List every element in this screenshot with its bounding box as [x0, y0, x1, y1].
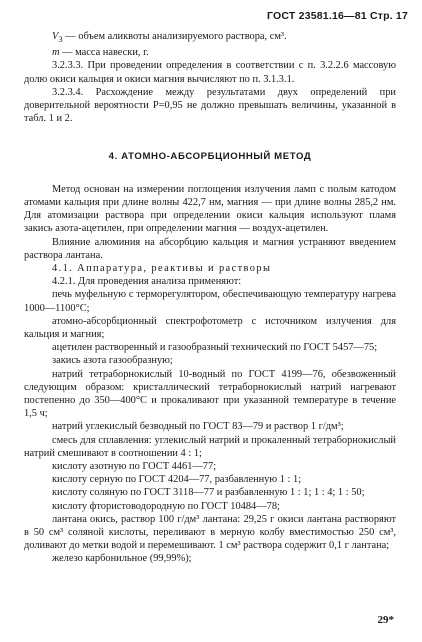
- list-item: натрий тетраборнокислый 10-водный по ГОСТ 4199—76, обезвоженный следующим образом: кристаллический тетраборнокислый натрий нагревают постепенно до 350—400°С и прокаливают при указанной температуре в течение 1,5 ч;: [24, 368, 396, 420]
- list-item: печь муфельную с терморегулятором, обеспечивающую температуру нагрева 1000—1100°С;: [24, 289, 396, 314]
- list-item: кислоту фтористоводородную по ГОСТ 10484—78;: [52, 500, 280, 512]
- list-item: закись азота газообразную;: [52, 355, 173, 367]
- lanthanum-note: Влияние алюминия на абсорбцию кальция и магния устраняют введением раствора лантана.: [24, 236, 396, 261]
- list-item: лантана окись, раствор 100 г/дм³ лантана: 29,25 г окиси лантана растворяют в 50 см³ соляной кислоты, переливают в мерную колбу вместимостью 250 см³, доливают до метки водой и перемешивают. 1 см³ раствора содержит 0,1 г лантана;: [24, 513, 396, 552]
- page-header: ГОСТ 23581.16—81 Стр. 17: [267, 10, 408, 22]
- list-item: кислоту серную по ГОСТ 4204—77, разбавленную 1 : 1;: [52, 474, 302, 486]
- page-number: 29*: [377, 614, 394, 626]
- subsection-heading: 4.1. Аппаратура, реактивы и растворы: [52, 262, 272, 274]
- variable-subscript: 3: [58, 34, 63, 45]
- list-item: железо карбонильное (99,99%);: [52, 553, 192, 565]
- list-item: натрий углекислый безводный по ГОСТ 83—79 и раствор 1 г/дм³;: [52, 421, 344, 433]
- variable-m: m: [52, 47, 60, 59]
- page-content: [24, 30, 396, 566]
- variable-definition-m: [24, 46, 396, 59]
- variable-m-text: — масса навески, г.: [59, 47, 149, 59]
- variable-v: V: [52, 31, 59, 42]
- paragraph-4-2-1: 4.2.1. Для проведения анализа применяют:: [52, 276, 242, 288]
- list-item: смесь для сплавления: углекислый натрий и прокаленный тетраборнокислый натрий смешивают в соотношении 4 : 1;: [24, 434, 396, 459]
- method-description: Метод основан на измерении поглощения излучения ламп с полым катодом атомами кальция при длине волны 422,7 нм, магния — при длине волны 285,2 нм. Для атомизации раствора при определении окиси кальция используют пламя закись азота-ацетилен, при определении магния — воздух-ацетилен.: [24, 183, 396, 235]
- variable-definition-v3: [24, 30, 396, 46]
- section-heading: 4. АТОМНО-АБСОРБЦИОННЫЙ МЕТОД: [108, 150, 312, 162]
- list-item: ацетилен растворенный и газообразный технический по ГОСТ 5457—75;: [52, 342, 378, 354]
- variable-v3-text: — объем аликвоты анализируемого раствора, см³.: [62, 31, 287, 42]
- list-item: кислоту азотную по ГОСТ 4461—77;: [52, 460, 217, 472]
- list-item: атомно-абсорбционный спектрофотометр с источником излучения для кальция и магния;: [24, 315, 396, 340]
- list-item: кислоту соляную по ГОСТ 3118—77 и разбавленную 1 : 1; 1 : 4; 1 : 50;: [52, 487, 365, 499]
- paragraph-3-2-3-4: 3.2.3.4. Расхождение между результатами двух определений при доверительной вероятности P=0,95 не должно превышать величины, указанной в табл. 1 и 2.: [24, 86, 396, 125]
- paragraph-3-2-3-3: 3.2.3.3. При проведении определения в соответствии с п. 3.2.2.6 массовую долю окиси кальция и окиси магния вычисляют по п. 3.1.3.1.: [24, 60, 396, 85]
